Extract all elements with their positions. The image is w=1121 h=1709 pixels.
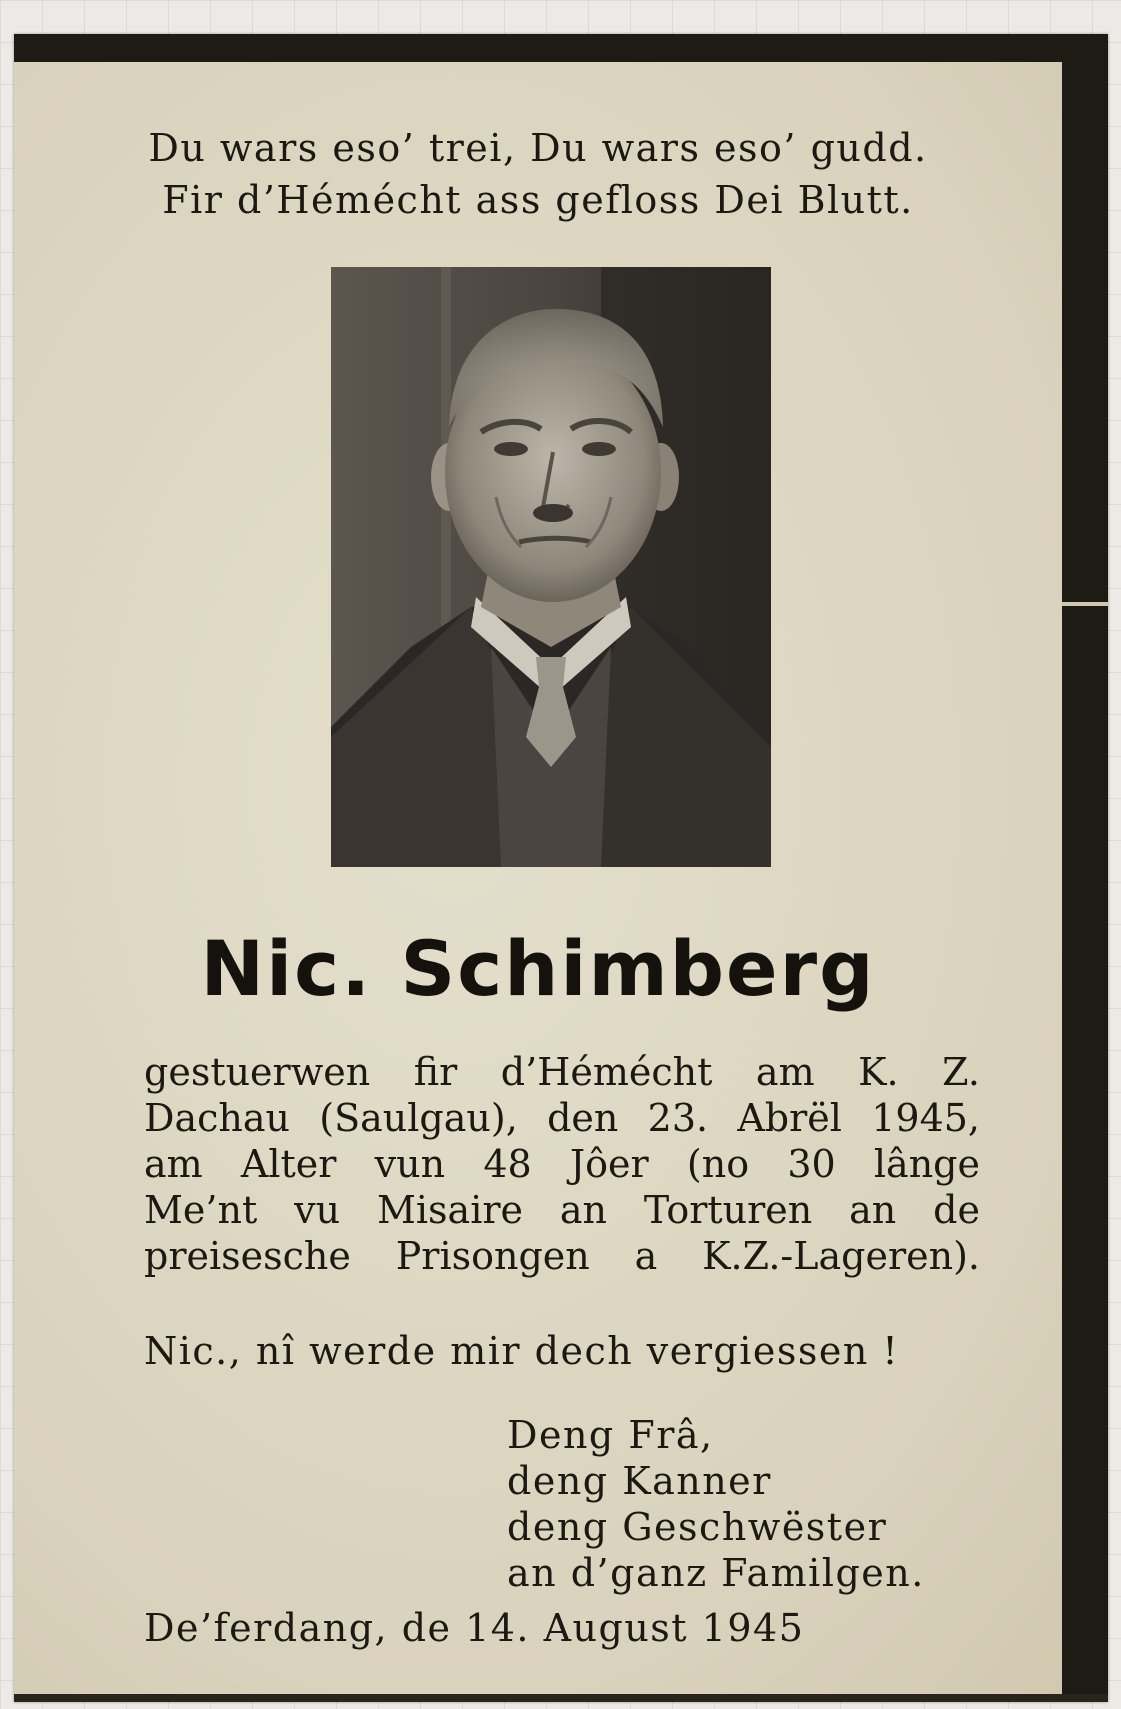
notice-line-2: Dachau (Saulgau), den 23. Abrël 1945, bbox=[144, 1096, 980, 1140]
death-notice-paragraph bbox=[144, 1049, 980, 1279]
notice-line-5: preisesche Prisongen a K.Z.-Lageren). bbox=[144, 1234, 980, 1278]
farewell-line: Nic., nî werde mir dech vergiessen ! bbox=[144, 1329, 900, 1373]
border-notch bbox=[1062, 602, 1108, 606]
epigraph-line-1: Du wars eso’ trei, Du wars eso’ gudd. bbox=[148, 126, 928, 170]
epigraph-line-2: Fir d’Hémécht ass gefloss Dei Blutt. bbox=[162, 178, 914, 222]
mourning-border-right bbox=[1062, 34, 1108, 1702]
deceased-name: Nic. Schimberg bbox=[200, 924, 876, 1013]
portrait-photo bbox=[331, 267, 771, 867]
notice-line-3: am Alter vun 48 Jôer (no 30 lânge bbox=[144, 1142, 980, 1186]
mourning-border-top bbox=[14, 34, 1108, 62]
signer-line-1: Deng Frâ, bbox=[507, 1413, 714, 1457]
signer-line-4: an d’ganz Familgen. bbox=[507, 1551, 925, 1595]
notice-line-4: Me’nt vu Misaire an Torturen an de bbox=[144, 1188, 980, 1232]
signer-line-3: deng Geschwëster bbox=[507, 1505, 888, 1549]
signer-line-2: deng Kanner bbox=[507, 1459, 772, 1503]
mourning-border-bottom bbox=[14, 1694, 1108, 1702]
memorial-card bbox=[14, 34, 1108, 1702]
place-and-date: De’ferdang, de 14. August 1945 bbox=[144, 1606, 805, 1650]
portrait-illustration bbox=[331, 267, 771, 867]
epigraph bbox=[14, 122, 1062, 226]
notice-line-1: gestuerwen fir d’Hémécht am K. Z. bbox=[144, 1050, 980, 1094]
signers-block bbox=[507, 1412, 925, 1596]
